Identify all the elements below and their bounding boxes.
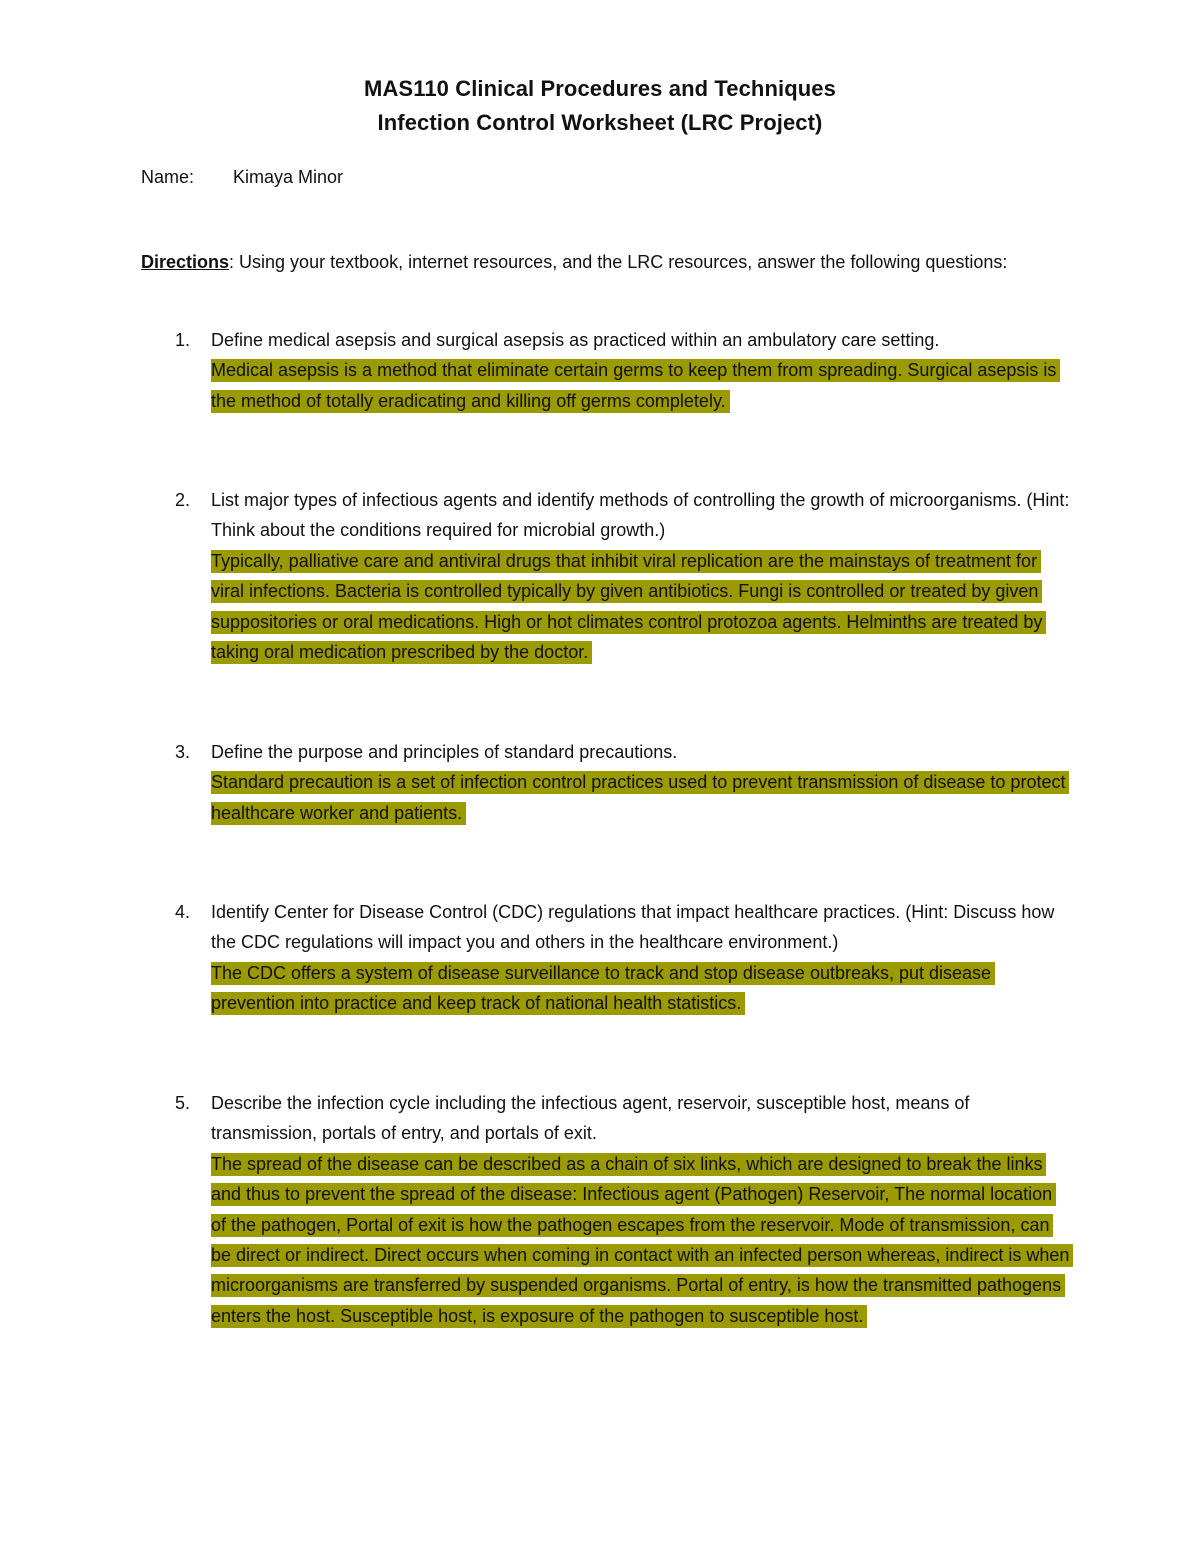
- answer-block: [211, 546, 1071, 668]
- question-text: Define medical asepsis and surgical asepsis as practiced within an ambulatory care setting.: [211, 330, 940, 350]
- directions-label: Directions: [141, 252, 230, 272]
- document-subtitle: Infection Control Worksheet (LRC Project): [377, 110, 823, 135]
- question-text: Describe the infection cycle including the infectious agent, reservoir, susceptible host, means of transmission, portals of entry, and portals of exit.: [211, 1093, 970, 1144]
- answer-block: [211, 767, 1071, 828]
- answer-block: [211, 1149, 1071, 1331]
- question-text: Define the purpose and principles of standard precautions.: [211, 742, 678, 762]
- question-number: 3.: [175, 742, 191, 762]
- directions-text: : Using your textbook, internet resources, and the LRC resources, answer the following questions:: [229, 252, 1008, 272]
- question-number: 5.: [175, 1093, 191, 1113]
- name-value: Kimaya Minor: [233, 167, 344, 187]
- question-number: 4.: [175, 902, 191, 922]
- answer-text: Standard precaution is a set of infection control practices used to prevent transmission of disease to protect healthcare worker and patients.: [211, 771, 1069, 824]
- answer-text: The CDC offers a system of disease surveillance to track and stop disease outbreaks, put disease prevention into practice and keep track of national health statistics.: [211, 962, 995, 1015]
- question-number: 2.: [175, 490, 191, 510]
- question-number: 1.: [175, 330, 191, 350]
- name-label: Name:: [141, 167, 195, 187]
- document-title: MAS110 Clinical Procedures and Techniques: [364, 76, 836, 101]
- question-text: List major types of infectious agents and identify methods of controlling the growth of microorganisms. (Hint: Think about the conditions required for microbial growth.): [211, 490, 1070, 541]
- question-text: Identify Center for Disease Control (CDC) regulations that impact healthcare practices. (Hint: Discuss how the CDC regulations will impact you and others in the healthcare environment.): [211, 902, 1055, 953]
- answer-block: [211, 355, 1071, 416]
- answer-text: Typically, palliative care and antiviral drugs that inhibit viral replication are the mainstays of treatment for viral infections. Bacteria is controlled typically by given antibiotics. Fungi is controlled or treated by given suppositories or oral medications. High or hot climates control protozoa agents. Helminths are treated by taking oral medication prescribed by the doctor.: [211, 550, 1046, 664]
- answer-text: The spread of the disease can be described as a chain of six links, which are designed to break the links and thus to prevent the spread of the disease: Infectious agent (Pathogen) Reservoir, The normal location of the pathogen, Portal of exit is how the pathogen escapes from the reservoir. Mode of transmission, can be direct or indirect. Direct occurs when coming in contact with an infected person whereas, indirect is when microorganisms are transferred by suspended organisms. Portal of entry, is how the transmitted pathogens enters the host. Susceptible host, is exposure of the pathogen to susceptible host.: [211, 1153, 1073, 1328]
- student-name-row: [141, 167, 343, 188]
- answer-text: Medical asepsis is a method that eliminate certain germs to keep them from spreading. Surgical asepsis is the method of totally eradicating and killing off germs completely.: [211, 359, 1060, 412]
- answer-block: [211, 958, 1071, 1019]
- directions: [141, 247, 1021, 277]
